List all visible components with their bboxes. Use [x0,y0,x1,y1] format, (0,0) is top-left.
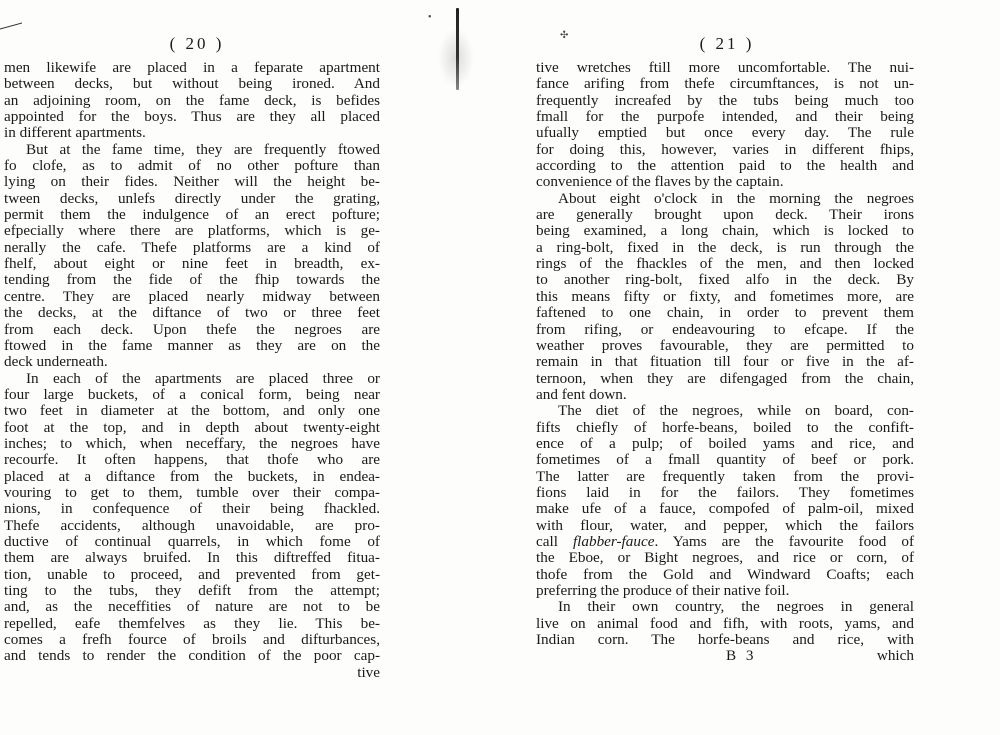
text-line: ence of a pulp; of boiled yams and rice, and [536,434,914,452]
text-line: the decks, at the diftance of two or three feet [4,304,380,322]
text-line: tween decks, unlefs directly under the grating, [4,189,380,207]
text-line: nions, in confequence of their being fhackled. [4,500,380,518]
text-line: deck underneath. [4,353,108,371]
right-page-text [536,60,914,664]
text-line: tion, unable to proceed, and prevented from get- [4,565,380,583]
page-number-right: ( 21 ) [699,34,755,53]
text-line: vouring to get to them, tumble over their compa- [4,483,380,501]
text-line: Indian corn. The horfe-beans and rice, with [536,631,914,649]
text-line: weather proves favourable, they are permitted to [536,336,914,354]
text-line: ternoon, when they are difengaged from the chain, [536,369,914,387]
text-line: faftened to one chain, in order to prevent them [536,304,914,322]
text-line: an adjoining room, on the fame deck, is befides [4,91,380,109]
gutter-rule [456,8,459,90]
text-line: fance arifing from thefe circumftances, is not un- [536,75,914,93]
text-line: efpecially where there are platforms, which is ge- [4,222,380,240]
text-line: fhelf, about eight or nine feet in breadth, ex- [4,255,380,273]
text-line: convenience of the flaves by the captain. [536,173,784,191]
ink-speck: • [428,12,432,23]
text-line: being examined, a long chain, which is locked to [536,222,914,240]
text-line: and fent down. [536,385,627,403]
page-number-left: ( 20 ) [169,34,225,53]
text-line: recourfe. It often happens, that thofe who are [4,451,380,469]
text-line: the Eboe, or Bight negroes, and rice or corn, of [536,549,914,567]
text-line: live on animal food and fifh, with roots, yams, and [536,614,914,632]
left-page-text [4,60,380,681]
text-line: centre. They are placed nearly midway between [4,287,380,305]
text-line: permit them the indulgence of an erect pofture; [4,206,380,224]
text-line: inches; to which, when neceffary, the negroes have [4,434,380,452]
right-page [536,30,914,664]
text-line: four large buckets, of a conical form, being near [4,385,380,403]
text-line: fifts chiefly of horfe-beans, boiled to the confift- [536,418,914,436]
text-line: call flabber-fauce. Yams are the favourite food of [536,532,915,550]
catchword-left: tive [357,663,380,681]
text-line: according to the attention paid to the health and [536,157,914,175]
paragraph-start: In their own country, the negroes in general [558,598,914,616]
text-line: tive wretches ftill more uncomfortable. The nui- [536,59,914,76]
text-line: fo clofe, as to admit of no other pofture than [4,157,380,175]
pen-mark [0,22,22,30]
text-line: The latter are frequently taken from the provi- [536,467,914,485]
text-line: ductive of continual quarrels, in which fome of [4,532,380,550]
text-line: in different apartments. [4,124,146,142]
catchword-right: which [876,647,914,665]
text-line: ufually emptied but once every day. The rule [536,124,914,142]
gutter-binding [452,8,462,90]
signature-mark: B 3 [726,647,757,665]
paragraph-start: In each of the apartments are placed three or [26,369,380,387]
text-line: ting to the tubs, they defift from the attempt; [4,582,380,599]
ink-speck: ✣ [560,30,569,41]
text-line: fmall for the purpofe intended, and their being [536,108,914,126]
text-line: appointed for the boys. Thus are they all placed [4,108,380,126]
text-line: from rifing, or endeavouring to efcape. If the [536,320,914,338]
page-footer-right [536,648,914,664]
text-line: comes a frefh fource of broils and difturbances, [4,631,380,649]
text-line: lying on their fides. Neither will the height be- [4,173,380,191]
text-line: with flour, water, and pepper, which the failors [536,516,914,534]
text-line: fometimes of a fmall quantity of beef or pork. [536,451,914,469]
text-line: placed at a diftance from the buckets, in endea- [4,467,380,485]
text-line: to another ring-bolt, fixed alfo in the deck. By [536,271,914,289]
text-line: tending from the fide of the fhip towards the [4,271,380,289]
text-line: thofe from the Gold and Windward Coafts; each [536,565,914,583]
text-line: two feet in diameter at the bottom, and only one [4,402,380,420]
text-line: for doing this, however, varies in different fhips, [536,140,914,158]
text-line: between decks, but without being ironed. And [4,75,380,93]
text-line: them are always bruifed. In this diftreffed fitua- [4,549,380,567]
text-line: rings of the fhackles of the men, and then locked [536,255,914,273]
text-line: a ring-bolt, fixed in the deck, is run through the [536,238,914,256]
text-line: this means fifty or fixty, and fometimes more, are [536,287,914,305]
text-line: nerally the cafe. Thefe platforms are a kind of [4,238,380,256]
text-line: and tends to render the condition of the poor cap- [4,647,380,665]
text-line: from each deck. Upon thefe the negroes are [4,320,380,338]
text-line: foot at the top, and in depth about twenty-eight [4,418,380,436]
text-line: preferring the produce of their native foil. [536,582,790,599]
paragraph-start: The diet of the negroes, while on board, con- [558,402,914,420]
text-line: fions laid in for the failors. They fometimes [536,483,914,501]
text-line: remain in that fituation till four or five in the af- [536,353,914,371]
paragraph-start: But at the fame time, they are frequently ftowed [26,140,380,158]
text-line: frequently increafed by the tubs being much too [536,91,914,109]
text-line: make ufe of a fauce, compofed of palm-oil, mixed [536,500,914,518]
text-line: ftowed in the fame manner as they are on the [4,336,380,354]
text-line: are generally brought upon deck. Their irons [536,206,914,224]
text-line: men likewife are placed in a feparate apartment [4,59,380,76]
paragraph-start: About eight o'clock in the morning the negroes [558,189,914,207]
text-line: and, as the neceffities of nature are not to be [4,598,380,616]
text-line: Thefe accidents, although unavoidable, are pro- [4,516,380,534]
left-page [4,30,380,681]
text-line: repelled, eafe themfelves as they lie. This be- [4,614,380,632]
